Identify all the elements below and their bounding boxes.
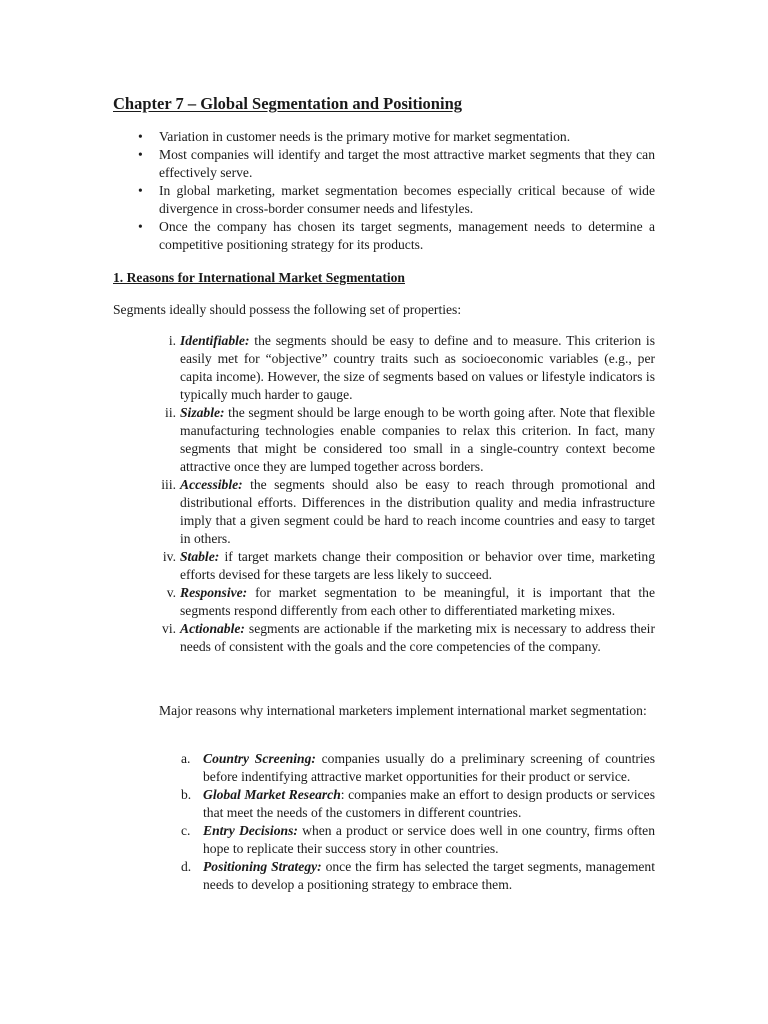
property-term: Accessible: <box>180 477 243 492</box>
list-letter: d. <box>181 859 192 874</box>
section-intro: Segments ideally should possess the following set of properties: <box>113 302 462 317</box>
reason-item-positioning-strategy <box>181 858 655 894</box>
list-numeral: iv. <box>162 549 176 564</box>
bullet-item <box>136 128 655 146</box>
reason-item-global-market-research <box>181 786 655 822</box>
reason-text: : companies make an effort to design products or services that meet the needs of the customers in different countries. <box>203 787 655 820</box>
list-numeral: i. <box>168 333 176 348</box>
reason-text: when a product or service does well in one country, firms often hope to replicate their success story in other countries. <box>203 823 655 856</box>
list-numeral: v. <box>166 585 176 600</box>
property-text: segments are actionable if the marketing mix is necessary to address their needs of consistent with the goals and the core competencies of the company. <box>180 621 655 654</box>
property-text: if target markets change their composition or behavior over time, marketing efforts devised for these targets are less likely to succeed. <box>180 549 655 582</box>
bullet-icon: • <box>138 129 143 144</box>
reason-term: Positioning Strategy: <box>203 859 322 874</box>
bullet-item <box>136 146 655 182</box>
property-term: Actionable: <box>180 621 245 636</box>
property-item-accessible <box>150 476 655 548</box>
bullet-text: Variation in customer needs is the primary motive for market segmentation. <box>159 129 571 144</box>
list-numeral: ii. <box>165 405 176 420</box>
property-text: the segments should also be easy to reach through promotional and distributional efforts. Differences in the distribution quality and media infrastructure imply that a given segment could be hard to reach income countries and easy to target in others. <box>180 477 655 546</box>
reason-term: Global Market Research <box>203 787 341 802</box>
properties-list <box>150 332 655 656</box>
section-heading: 1. Reasons for International Market Segmentation <box>113 270 405 285</box>
bullet-item <box>136 182 655 218</box>
property-item-identifiable <box>150 332 655 404</box>
property-item-sizable <box>150 404 655 476</box>
reason-term: Country Screening: <box>203 751 316 766</box>
property-text: the segments should be easy to define and to measure. This criterion is easily met for “objective” country traits such as socioeconomic variables (e.g., per capita income). However, the size of segments based on values or lifestyle indicators is typically much harder to gauge. <box>180 333 655 402</box>
property-text: the segment should be large enough to be worth going after. Note that flexible manufacturing technologies enable companies to relax this criterion. In fact, many segments that might be considered too small in a single-country context become attractive once they are lumped together across borders. <box>180 405 655 474</box>
chapter-title: Chapter 7 – Global Segmentation and Positioning <box>113 94 462 113</box>
reason-item-country-screening <box>181 750 655 786</box>
list-numeral: iii. <box>161 477 176 492</box>
property-item-stable <box>150 548 655 584</box>
property-term: Responsive: <box>180 585 248 600</box>
reason-text: once the firm has selected the target segments, management needs to develop a positioning strategy to embrace them. <box>203 859 656 892</box>
property-term: Identifiable: <box>180 333 250 348</box>
major-reasons-list <box>181 750 655 894</box>
list-numeral: vi. <box>162 621 176 636</box>
property-term: Sizable: <box>180 405 225 420</box>
list-letter: b. <box>181 787 192 802</box>
reason-item-entry-decisions <box>181 822 655 858</box>
property-term: Stable: <box>180 549 220 564</box>
reason-text: companies usually do a preliminary screening of countries before indentifying attractive market opportunities for their product or service. <box>203 751 655 784</box>
property-item-responsive <box>150 584 655 620</box>
property-text: for market segmentation to be meaningful, it is important that the segments respond differently from each other to differentiated marketing mixes. <box>180 585 655 618</box>
property-item-actionable <box>150 620 655 656</box>
bullet-text: Once the company has chosen its target segments, management needs to determine a competitive positioning strategy for its products. <box>159 219 655 252</box>
bullet-text: In global marketing, market segmentation becomes especially critical because of wide divergence in cross-border consumer needs and lifestyles. <box>159 183 655 216</box>
bullet-item <box>136 218 655 254</box>
list-letter: a. <box>181 751 191 766</box>
bullet-list <box>136 128 655 254</box>
list-letter: c. <box>181 823 191 838</box>
bullet-text: Most companies will identify and target the most attractive market segments that they can effectively serve. <box>159 147 655 180</box>
bullet-icon: • <box>138 219 143 234</box>
reason-term: Entry Decisions: <box>203 823 298 838</box>
bullet-icon: • <box>138 147 143 162</box>
bullet-icon: • <box>138 183 143 198</box>
major-reasons-intro: Major reasons why international marketers implement international market segmentation: <box>159 703 647 718</box>
